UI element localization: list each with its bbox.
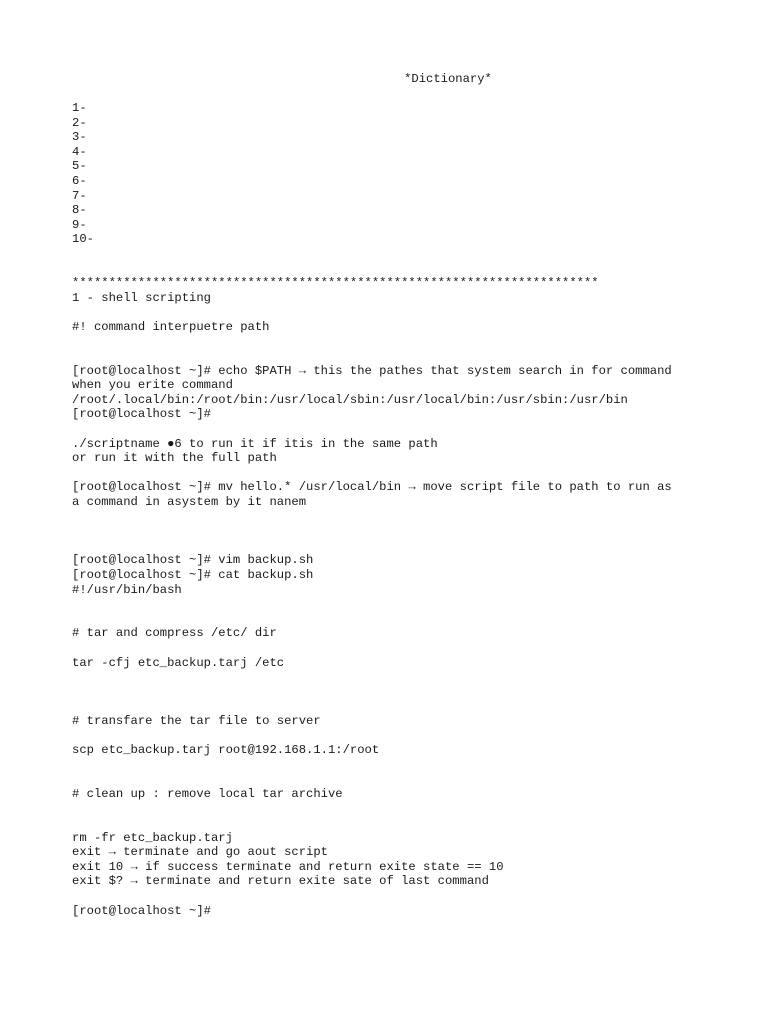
blank-line [72,305,712,320]
text-line: a command in asystem by it nanem [72,495,307,510]
blank-line [72,247,712,262]
blank-line [72,422,712,437]
text-line: # transfare the tar file to server [72,713,321,728]
document-title: *Dictionary* [404,72,492,86]
text-line: # clean up : remove local tar archive [72,786,343,801]
text-line: [root@localhost ~]# echo $PATH → this the pathes that system search in for command [72,363,672,378]
text-line: 6- [72,173,87,188]
text-line: #!/usr/bin/bash [72,582,182,597]
text-line: 1 - shell scripting [72,290,211,305]
blank-line [72,597,712,612]
text-line: scp etc_backup.tarj root@192.168.1.1:/root [72,743,380,758]
blank-line [72,889,712,904]
text-line: # tar and compress /etc/ dir [72,626,277,641]
text-line: 10- [72,232,94,247]
text-line: [root@localhost ~]# vim backup.sh [72,553,314,568]
blank-line [72,685,712,700]
blank-line [72,772,712,787]
blank-line [72,612,712,627]
blank-line [72,641,712,656]
text-line: exit → terminate and go aout script [72,845,328,860]
blank-line [72,466,712,481]
blank-line [72,524,712,539]
blank-line [72,335,712,350]
text-line: 9- [72,217,87,232]
text-line: rm -fr etc_backup.tarj [72,830,233,845]
text-line: or run it with the full path [72,451,277,466]
text-line: 3- [72,130,87,145]
document-body [72,101,712,918]
text-line: 4- [72,144,87,159]
blank-line [72,802,712,817]
blank-line [72,539,712,554]
blank-line [72,699,712,714]
blank-line [72,758,712,773]
blank-line [72,816,712,831]
text-line: ./scriptname ●6 to run it if itis in the same path [72,436,438,451]
text-line: [root@localhost ~]# mv hello.* /usr/local/bin → move script file to path to run as [72,480,672,495]
blank-line [72,670,712,685]
text-line: [root@localhost ~]# [72,407,211,422]
text-line: ************************************************************************ [72,276,599,291]
text-line: [root@localhost ~]# [72,903,211,918]
text-line: exit 10 → if success terminate and return exite state == 10 [72,859,504,874]
text-line: #! command interpuetre path [72,319,270,334]
text-line: 7- [72,188,87,203]
text-line: 5- [72,159,87,174]
text-line: exit $? → terminate and return exite sate of last command [72,874,489,889]
blank-line [72,349,712,364]
text-line: 8- [72,203,87,218]
text-line: 2- [72,115,87,130]
blank-line [72,262,712,277]
text-line: 1- [72,101,87,115]
text-line: when you erite command [72,378,233,393]
text-line: /root/.local/bin:/root/bin:/usr/local/sbin:/usr/local/bin:/usr/sbin:/usr/bin [72,392,628,407]
blank-line [72,510,712,525]
text-line: [root@localhost ~]# cat backup.sh [72,568,314,582]
text-line: tar -cfj etc_backup.tarj /etc [72,655,285,670]
blank-line [72,729,712,744]
